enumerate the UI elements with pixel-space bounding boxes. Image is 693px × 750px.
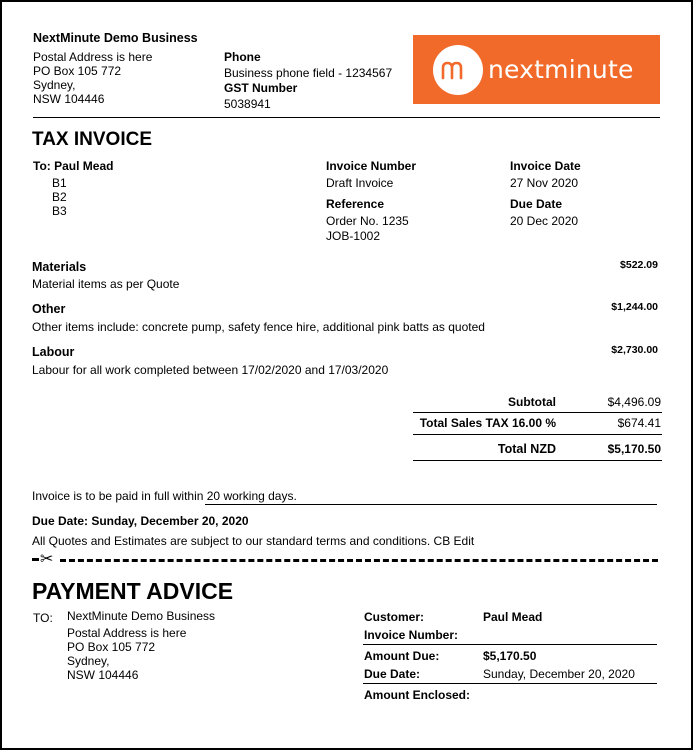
cut-line-start — [32, 558, 39, 561]
reference-label: Reference — [326, 197, 385, 211]
advice-to-line: Sydney, — [67, 654, 110, 668]
advice-to-line: NextMinute Demo Business — [67, 609, 216, 623]
payment-terms-underline — [205, 504, 657, 505]
nextminute-logo-icon — [433, 45, 483, 95]
item-amount: $2,730.00 — [611, 344, 658, 356]
logo-text: nextminute — [488, 55, 634, 84]
subtotal-label: Subtotal — [508, 395, 556, 409]
amount-due-value: $5,170.50 — [483, 649, 537, 663]
customer-label: Customer: — [364, 610, 425, 624]
advice-due-date-value: Sunday, December 20, 2020 — [483, 667, 635, 681]
advice-divider — [363, 683, 657, 684]
total-value: $5,170.50 — [607, 442, 661, 456]
due-date-value: 20 Dec 2020 — [510, 214, 579, 228]
customer-value: Paul Mead — [483, 610, 543, 624]
totals-divider — [413, 434, 662, 435]
due-date-label: Due Date — [510, 197, 563, 211]
business-address — [33, 50, 152, 106]
to-address-line: B2 — [52, 190, 67, 204]
item-title: Other — [32, 302, 66, 316]
gst-value: 5038941 — [224, 97, 271, 111]
total-label: Total NZD — [497, 442, 556, 456]
invoice-number-label: Invoice Number — [326, 159, 417, 173]
advice-to-line: Postal Address is here — [67, 626, 187, 640]
item-amount: $1,244.00 — [611, 301, 658, 313]
advice-to-label: TO: — [33, 611, 53, 625]
invoice-title: TAX INVOICE — [32, 129, 152, 150]
amount-enclosed-label: Amount Enclosed: — [364, 688, 471, 702]
business-address-line: NSW 104446 — [33, 92, 105, 106]
reference-line: Order No. 1235 — [326, 214, 409, 228]
totals-divider — [413, 460, 662, 461]
item-title: Labour — [32, 345, 75, 359]
totals-divider — [413, 412, 662, 413]
scissors-icon: ✂ — [40, 549, 54, 568]
tax-label: Total Sales TAX 16.00 % — [419, 416, 556, 430]
advice-to-line: NSW 104446 — [67, 668, 139, 682]
advice-to-line: PO Box 105 772 — [67, 640, 156, 654]
advice-due-date-label: Due Date: — [364, 667, 421, 681]
item-description: Material items as per Quote — [32, 277, 180, 291]
phone-label: Phone — [224, 50, 261, 64]
item-description: Labour for all work completed between 17/02/2020 and 17/03/2020 — [32, 363, 389, 377]
subtotal-value: $4,496.09 — [607, 395, 661, 409]
business-name: NextMinute Demo Business — [33, 31, 198, 45]
payment-terms: Invoice is to be paid in full within 20 working days. — [32, 489, 297, 503]
item-description: Other items include: concrete pump, safety fence hire, additional pink batts as quoted — [32, 320, 485, 334]
phone-value: Business phone field - 1234567 — [224, 66, 393, 80]
item-title: Materials — [32, 260, 87, 274]
business-address-line: Postal Address is here — [33, 50, 153, 64]
header-divider — [33, 117, 660, 118]
mm-mark-icon — [441, 60, 475, 80]
invoice-number-field-label: Invoice Number: — [364, 628, 459, 642]
terms-conditions: All Quotes and Estimates are subject to our standard terms and conditions. CB Edit — [32, 534, 475, 548]
to-address — [52, 176, 67, 218]
gst-label: GST Number — [224, 81, 298, 95]
invoice-date-value: 27 Nov 2020 — [510, 176, 579, 190]
business-address-line: PO Box 105 772 — [33, 64, 122, 78]
invoice-number-value: Draft Invoice — [326, 176, 394, 190]
invoice-date-label: Invoice Date — [510, 159, 581, 173]
reference-line: JOB-1002 — [326, 229, 381, 243]
due-date-statement: Due Date: Sunday, December 20, 2020 — [32, 514, 249, 528]
to-label: To: Paul Mead — [33, 159, 114, 173]
advice-divider — [363, 644, 657, 645]
to-address-line: B1 — [52, 176, 67, 190]
tax-value: $674.41 — [617, 416, 661, 430]
business-address-line: Sydney, — [33, 78, 76, 92]
cut-line — [60, 559, 658, 562]
item-amount: $522.09 — [620, 259, 658, 271]
advice-to-address — [67, 609, 215, 682]
amount-due-label: Amount Due: — [364, 649, 440, 663]
payment-advice-title: PAYMENT ADVICE — [32, 578, 234, 604]
to-address-line: B3 — [52, 204, 67, 218]
nextminute-logo — [413, 35, 660, 104]
